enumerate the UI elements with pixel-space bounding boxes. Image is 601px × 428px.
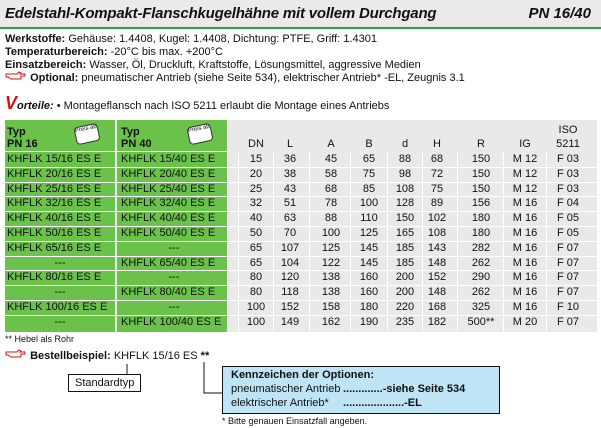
table-cell-dn: 20 xyxy=(249,167,263,180)
table-cell-r: 282 xyxy=(471,241,491,254)
options-title: Kennzeichen der Optionen: xyxy=(231,369,375,381)
table-cell-b: 110 xyxy=(360,212,378,225)
options-box xyxy=(222,366,500,414)
column-header-iso: 5211 xyxy=(556,138,580,150)
table-cell-ig: M 16 xyxy=(512,271,538,284)
option-pneumatic-value: .............-siehe Seite 534 xyxy=(343,383,466,395)
table-cell-iso: F 07 xyxy=(556,256,579,269)
table-cell-pn40: KHFLK 15/40 ES E xyxy=(121,153,216,165)
table-cell-iso: F 05 xyxy=(556,212,579,225)
hebel-note: ** Hebel als Rohr xyxy=(5,334,75,344)
table-cell-iso: F 03 xyxy=(556,153,579,165)
table-cell-d: 150 xyxy=(395,212,415,225)
table-cell-a: 122 xyxy=(321,256,341,269)
table-cell-pn16: KHFLK 80/16 ES E xyxy=(7,271,102,284)
table-cell-pn40: KHFLK 80/40 ES E xyxy=(121,286,216,299)
table-cell-ig: M 12 xyxy=(512,182,538,195)
table-cell-a: 138 xyxy=(321,286,341,299)
vorteile-label: orteile: xyxy=(17,100,54,112)
table-cell-pn16: KHFLK 15/16 ES E xyxy=(7,153,102,165)
bitte-note: * Bitte genauen Einsatzfall angeben. xyxy=(222,416,368,426)
page-title: Edelstahl-Kompakt-Flanschkugelhähne mit vollem Durchgang xyxy=(5,5,437,22)
table-cell-b: 65 xyxy=(362,153,376,165)
table-cell-b: 145 xyxy=(359,256,379,269)
option-pneumatic-label: pneumatischer Antrieb xyxy=(231,383,341,395)
table-cell-pn16: --- xyxy=(54,315,66,328)
table-cell-d: 108 xyxy=(395,182,415,195)
table-cell-pn16: KHFLK 25/16 ES E xyxy=(7,182,102,195)
table-cell-pn16: KHFLK 40/16 ES E xyxy=(7,212,102,225)
table-cell-h: 148 xyxy=(427,286,447,299)
table-cell-pn40: KHFLK 100/40 ES E xyxy=(121,315,222,328)
table-cell-ig: M 20 xyxy=(512,315,538,328)
table-cell-ig: M 16 xyxy=(512,256,538,269)
table-cell-h: 102 xyxy=(427,212,447,225)
column-header-a: A xyxy=(327,138,335,150)
table-cell-l: 120 xyxy=(280,271,300,284)
table-cell-b: 145 xyxy=(359,241,379,254)
table-cell-a: 138 xyxy=(321,271,341,284)
table-cell-iso: F 03 xyxy=(556,182,579,195)
pn40-type-label: Typ xyxy=(121,126,140,138)
column-header-iso: ISO xyxy=(558,124,578,136)
table-cell-dn: 100 xyxy=(246,301,266,313)
table-cell-ig: M 12 xyxy=(512,153,538,165)
table-cell-h: 143 xyxy=(427,241,447,254)
table-cell-d: 88 xyxy=(398,153,412,165)
table-cell-ig: M 16 xyxy=(512,197,538,210)
table-cell-dn: 65 xyxy=(249,256,263,269)
table-cell-l: 118 xyxy=(281,286,299,299)
column-header-h: H xyxy=(433,138,441,150)
table-cell-b: 160 xyxy=(359,271,379,284)
table-cell-iso: F 07 xyxy=(556,315,579,328)
table-cell-l: 104 xyxy=(280,256,300,269)
table-cell-l: 38 xyxy=(283,167,297,180)
table-cell-d: 220 xyxy=(395,301,415,313)
table-cell-r: 180 xyxy=(471,227,491,239)
table-cell-a: 78 xyxy=(324,197,338,210)
table-cell-l: 43 xyxy=(283,182,297,195)
table-cell-b: 160 xyxy=(359,286,379,299)
table-cell-b: 100 xyxy=(359,197,379,210)
table-cell-pn40: KHFLK 25/40 ES E xyxy=(121,182,216,195)
table-cell-ig: M 16 xyxy=(512,227,538,239)
vorteile-text: • Montageflansch nach ISO 5211 erlaubt die Montage eines Antriebs xyxy=(56,100,390,112)
table-cell-d: 200 xyxy=(395,271,415,284)
temperatur-label: Temperaturbereich: xyxy=(5,46,108,58)
table-cell-pn16: KHFLK 100/16 ES E xyxy=(7,301,108,313)
table-cell-d: 98 xyxy=(398,167,412,180)
table-cell-r: 262 xyxy=(471,256,491,269)
table-cell-l: 51 xyxy=(283,197,297,210)
table-cell-h: 168 xyxy=(427,301,447,313)
table-cell-pn40: KHFLK 40/40 ES E xyxy=(121,212,216,225)
table-cell-pn16: KHFLK 50/16 ES E xyxy=(7,227,102,239)
table-cell-pn40: KHFLK 65/40 ES E xyxy=(121,256,216,269)
bestell-label: Bestellbeispiel: xyxy=(30,350,111,362)
option-electric-label: elektrischer Antrieb* xyxy=(231,397,329,409)
table-cell-pn16: KHFLK 32/16 ES E xyxy=(7,197,102,210)
table-cell-d: 185 xyxy=(395,241,415,254)
table-cell-r: 500** xyxy=(467,315,495,328)
column-header-ig: IG xyxy=(519,138,531,150)
table-cell-b: 180 xyxy=(359,301,379,313)
table-cell-b: 125 xyxy=(359,227,379,239)
table-cell-pn16: KHFLK 65/16 ES E xyxy=(7,241,102,254)
bestell-stars: ** xyxy=(200,350,210,362)
table-cell-dn: 40 xyxy=(249,212,263,225)
table-cell-ig: M 12 xyxy=(512,167,538,180)
werkstoffe-label: Werkstoffe: xyxy=(5,33,66,45)
table-cell-r: 150 xyxy=(471,153,491,165)
werkstoffe-text: Gehäuse: 1.4408, Kugel: 1.4408, Dichtung: PTFE, Griff: 1.4301 xyxy=(68,33,377,45)
table-cell-dn: 80 xyxy=(249,286,263,299)
table-cell-dn: 80 xyxy=(249,271,263,284)
table-cell-ig: M 16 xyxy=(512,241,538,254)
table-cell-l: 152 xyxy=(280,301,300,313)
table-cell-d: 185 xyxy=(395,256,415,269)
option-electric-value: ....................-EL xyxy=(343,397,422,409)
table-cell-r: 150 xyxy=(471,182,491,195)
table-cell-h: 75 xyxy=(430,182,444,195)
table-cell-h: 182 xyxy=(427,315,447,328)
table-cell-iso: F 07 xyxy=(556,286,579,299)
table-cell-dn: 32 xyxy=(249,197,263,210)
table-cell-iso: F 10 xyxy=(556,301,579,313)
table-cell-l: 36 xyxy=(283,153,297,165)
column-header-l: L xyxy=(286,138,294,150)
table-cell-h: 148 xyxy=(427,256,447,269)
table-cell-l: 149 xyxy=(280,315,300,328)
column-header-b: B xyxy=(365,138,373,150)
table-cell-pn40: --- xyxy=(168,301,180,313)
table-cell-iso: F 03 xyxy=(556,167,579,180)
table-cell-pn40: KHFLK 32/40 ES E xyxy=(121,197,216,210)
temperatur-text: -20°C bis max. +200°C xyxy=(110,46,223,58)
pn40-header: PN 40 xyxy=(121,138,152,150)
table-cell-a: 125 xyxy=(321,241,341,254)
table-cell-l: 107 xyxy=(280,241,300,254)
table-cell-a: 58 xyxy=(324,167,338,180)
table-cell-h: 72 xyxy=(430,167,444,180)
table-cell-pn40: KHFLK 20/40 ES E xyxy=(121,167,216,180)
table-cell-l: 70 xyxy=(283,227,297,239)
vorteile-initial: V xyxy=(5,93,18,113)
table-cell-pn16: KHFLK 20/16 ES E xyxy=(7,167,102,180)
column-header-r: R xyxy=(477,138,485,150)
table-cell-dn: 50 xyxy=(249,227,263,239)
table-cell-d: 128 xyxy=(395,197,415,210)
table-cell-r: 150 xyxy=(471,167,491,180)
table-cell-pn40: --- xyxy=(168,271,180,284)
table-cell-l: 63 xyxy=(283,212,297,225)
table-cell-a: 45 xyxy=(324,153,338,165)
table-cell-ig: M 16 xyxy=(512,212,538,225)
table-cell-pn40: --- xyxy=(168,241,180,254)
table-cell-h: 68 xyxy=(430,153,444,165)
table-cell-b: 75 xyxy=(362,167,376,180)
price-stamp-icon: Preis ab xyxy=(73,123,100,146)
table-cell-d: 235 xyxy=(395,315,415,328)
einsatz-text: Wasser, Öl, Druckluft, Kraftstoffe, Lösungsmittel, aggressive Medien xyxy=(89,59,421,71)
table-cell-pn16: --- xyxy=(54,256,66,269)
einsatz-label: Einsatzbereich: xyxy=(5,59,87,71)
table-cell-h: 89 xyxy=(430,197,444,210)
table-cell-r: 262 xyxy=(471,286,491,299)
table-cell-r: 325 xyxy=(471,301,491,313)
table-cell-r: 156 xyxy=(471,197,491,210)
bestell-code: KHFLK 15/16 ES xyxy=(113,350,198,362)
table-cell-a: 158 xyxy=(321,301,341,313)
table-cell-b: 190 xyxy=(359,315,379,328)
table-cell-iso: F 07 xyxy=(556,271,579,284)
table-cell-r: 290 xyxy=(471,271,491,284)
column-header-dn: DN xyxy=(248,138,264,150)
optional-text: pneumatischer Antrieb (siehe Seite 534), elektrischer Antrieb* -EL, Zeugnis 3.1 xyxy=(81,72,465,84)
table-cell-iso: F 05 xyxy=(556,227,579,239)
table-cell-a: 68 xyxy=(324,182,338,195)
table-cell-pn16: --- xyxy=(54,286,66,299)
table-cell-h: 108 xyxy=(427,227,447,239)
table-cell-iso: F 04 xyxy=(556,197,579,210)
table-cell-ig: M 16 xyxy=(512,286,538,299)
optional-label: Optional: xyxy=(30,72,79,84)
table-cell-dn: 25 xyxy=(249,182,263,195)
table-cell-dn: 15 xyxy=(249,153,263,165)
table-cell-dn: 65 xyxy=(249,241,263,254)
table-cell-b: 85 xyxy=(362,182,376,195)
table-cell-iso: F 07 xyxy=(556,241,579,254)
table-cell-h: 152 xyxy=(427,271,447,284)
table-cell-pn40: KHFLK 50/40 ES E xyxy=(121,227,216,239)
pn16-header: PN 16 xyxy=(7,138,38,150)
pressure-rating: PN 16/40 xyxy=(528,5,591,22)
table-cell-d: 200 xyxy=(395,286,415,299)
pn16-type-label: Typ xyxy=(7,126,26,138)
table-cell-d: 165 xyxy=(395,227,415,239)
table-cell-r: 180 xyxy=(471,212,491,225)
table-cell-ig: M 16 xyxy=(512,301,538,313)
table-cell-a: 100 xyxy=(321,227,341,239)
table-cell-dn: 100 xyxy=(246,315,266,328)
table-cell-a: 162 xyxy=(321,315,341,328)
column-header-d: d xyxy=(401,138,409,150)
table-cell-a: 88 xyxy=(324,212,338,225)
standardtyp-box: Standardtyp xyxy=(68,374,141,392)
price-stamp-icon: Preis ab xyxy=(186,123,213,146)
